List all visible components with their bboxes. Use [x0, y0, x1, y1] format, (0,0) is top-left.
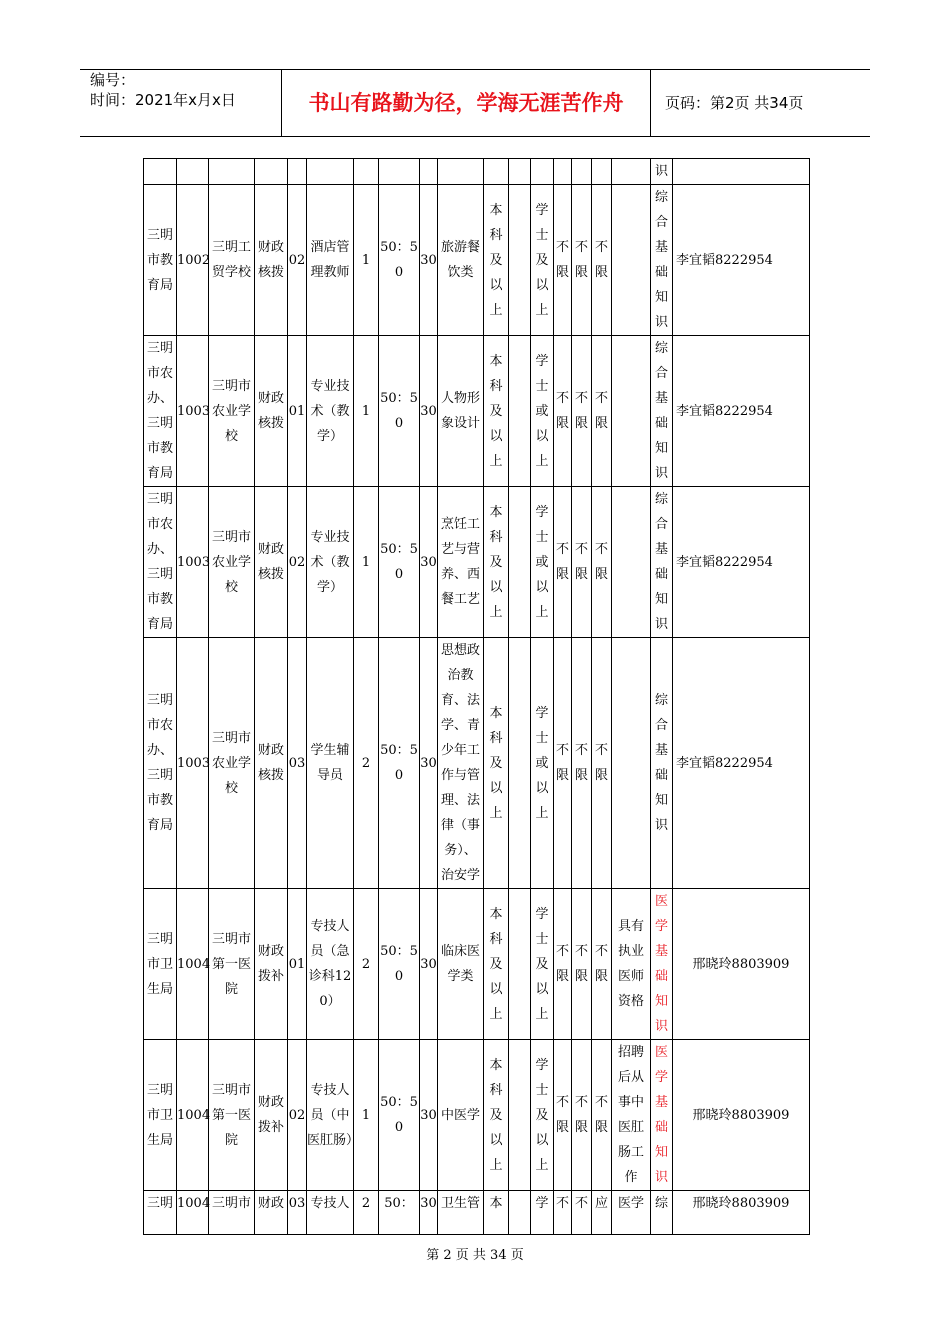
unit-cell: 三明市 [209, 1191, 255, 1235]
requirement-cell: 不限 [554, 185, 572, 336]
table-row [144, 185, 810, 336]
ratio-cell: 50：50 [379, 889, 420, 1040]
ratio-cell: 50： [379, 1191, 420, 1235]
age-cell: 30 [420, 1191, 438, 1235]
other-cell [612, 638, 651, 889]
code-cell: 1003 [177, 638, 209, 889]
major-cell: 中医学 [438, 1040, 484, 1191]
major-cell: 烹饪工艺与营养、西餐工艺 [438, 487, 484, 638]
funding-cell: 财政核拨 [255, 185, 288, 336]
major-cell: 临床医学类 [438, 889, 484, 1040]
requirement-cell: 不限 [572, 638, 592, 889]
contact-cell: 李宜韬8222954 [673, 336, 810, 487]
education-cell: 本科及以上 [484, 638, 509, 889]
requirement-cell: 不限 [554, 336, 572, 487]
table-row [144, 1040, 810, 1191]
dept-cell: 三明市卫生局 [144, 1040, 177, 1191]
ratio-cell: 50：50 [379, 638, 420, 889]
post-code-cell: 01 [288, 336, 307, 487]
contact-cell: 邢晓玲8803909 [673, 1191, 810, 1235]
dept-cell: 三明市农办、三明市教育局 [144, 638, 177, 889]
unit-cell: 三明市农业学校 [209, 336, 255, 487]
degree-cell: 学士及以上 [531, 1040, 554, 1191]
exam-cell: 识 [651, 159, 673, 185]
requirement-cell: 不限 [592, 487, 612, 638]
count-cell: 2 [354, 638, 379, 889]
empty-cell [509, 1191, 531, 1235]
exam-cell: 综 [651, 1191, 673, 1235]
page-motto: 书山有路勤为径，学海无涯苦作舟 [308, 91, 624, 115]
requirement-cell: 不 [554, 1191, 572, 1235]
education-cell: 本 [484, 1191, 509, 1235]
requirement-cell: 不限 [554, 487, 572, 638]
requirement-cell: 不限 [592, 638, 612, 889]
education-cell: 本科及以上 [484, 336, 509, 487]
post-cell: 学生辅导员 [307, 638, 354, 889]
degree-cell: 学士及以上 [531, 185, 554, 336]
count-cell: 2 [354, 889, 379, 1040]
post-cell: 酒店管理教师 [307, 185, 354, 336]
contact-cell: 李宜韬8222954 [673, 185, 810, 336]
major-cell: 人物形象设计 [438, 336, 484, 487]
requirement-cell: 不限 [554, 638, 572, 889]
post-cell: 专业技术（教学） [307, 336, 354, 487]
code-cell: 1004 [177, 1040, 209, 1191]
unit-cell: 三明市农业学校 [209, 638, 255, 889]
degree-cell: 学士或以上 [531, 638, 554, 889]
funding-cell: 财政拨补 [255, 889, 288, 1040]
requirement-cell: 不限 [592, 1040, 612, 1191]
education-cell: 本科及以上 [484, 1040, 509, 1191]
major-cell: 思想政治教育、法学、青少年工作与管理、法律（事务）、治安学 [438, 638, 484, 889]
requirement-cell: 不限 [572, 487, 592, 638]
code-cell: 1002 [177, 185, 209, 336]
time-label: 时间：2021年x月x日 [90, 91, 236, 109]
exam-cell: 综合基础知识 [651, 336, 673, 487]
count-cell: 1 [354, 336, 379, 487]
post-code-cell: 03 [288, 638, 307, 889]
ratio-cell: 50：50 [379, 336, 420, 487]
unit-cell: 三明工贸学校 [209, 185, 255, 336]
post-cell: 专技人 [307, 1191, 354, 1235]
age-cell: 30 [420, 638, 438, 889]
other-cell [612, 185, 651, 336]
requirement-cell: 不限 [572, 336, 592, 487]
code-cell: 1004 [177, 889, 209, 1040]
contact-cell: 邢晓玲8803909 [673, 889, 810, 1040]
other-cell [612, 487, 651, 638]
ratio-cell: 50：50 [379, 487, 420, 638]
table-row [144, 638, 810, 889]
dept-cell: 三明市农办、三明市教育局 [144, 487, 177, 638]
post-code-cell: 02 [288, 1040, 307, 1191]
unit-cell: 三明市农业学校 [209, 487, 255, 638]
empty-cell [509, 638, 531, 889]
dept-cell: 三明市卫生局 [144, 889, 177, 1040]
code-cell: 1003 [177, 487, 209, 638]
exam-cell: 医学基础知识 [651, 1040, 673, 1191]
page-code: 页码：第2页 共34页 [665, 94, 804, 112]
age-cell: 30 [420, 1040, 438, 1191]
serial-label: 编号： [90, 71, 136, 89]
code-cell: 1004 [177, 1191, 209, 1235]
funding-cell: 财政拨补 [255, 1040, 288, 1191]
post-code-cell: 03 [288, 1191, 307, 1235]
requirement-cell: 不限 [554, 889, 572, 1040]
page-footer: 第 2 页 共 34 页 [426, 1248, 524, 1263]
contact-cell: 邢晓玲8803909 [673, 1040, 810, 1191]
contact-cell: 李宜韬8222954 [673, 638, 810, 889]
other-cell [612, 336, 651, 487]
empty-cell [509, 336, 531, 487]
post-cell: 专技人员（中医肛肠） [307, 1040, 354, 1191]
recruitment-table [143, 158, 810, 1235]
funding-cell: 财政核拨 [255, 336, 288, 487]
requirement-cell: 不限 [592, 336, 612, 487]
dept-cell: 三明市农办、三明市教育局 [144, 336, 177, 487]
ratio-cell: 50：50 [379, 185, 420, 336]
contact-cell: 李宜韬8222954 [673, 487, 810, 638]
major-cell: 旅游餐饮类 [438, 185, 484, 336]
empty-cell [509, 889, 531, 1040]
count-cell: 1 [354, 1040, 379, 1191]
post-cell: 专业技术（教学） [307, 487, 354, 638]
post-code-cell: 02 [288, 185, 307, 336]
code-cell: 1003 [177, 336, 209, 487]
header-divider-right [650, 69, 651, 136]
count-cell: 1 [354, 487, 379, 638]
funding-cell: 财政 [255, 1191, 288, 1235]
ratio-cell: 50：50 [379, 1040, 420, 1191]
requirement-cell: 不限 [592, 889, 612, 1040]
requirement-cell: 不限 [592, 185, 612, 336]
requirement-cell: 不限 [572, 185, 592, 336]
exam-cell: 综合基础知识 [651, 487, 673, 638]
post-code-cell: 01 [288, 889, 307, 1040]
other-cell: 具有执业医师资格 [612, 889, 651, 1040]
exam-cell: 综合基础知识 [651, 185, 673, 336]
age-cell: 30 [420, 336, 438, 487]
other-cell: 医学 [612, 1191, 651, 1235]
count-cell: 2 [354, 1191, 379, 1235]
funding-cell: 财政核拨 [255, 638, 288, 889]
requirement-cell: 不限 [572, 1040, 592, 1191]
age-cell: 30 [420, 185, 438, 336]
funding-cell: 财政核拨 [255, 487, 288, 638]
unit-cell: 三明市第一医院 [209, 1040, 255, 1191]
requirement-cell: 应 [592, 1191, 612, 1235]
degree-cell: 学 [531, 1191, 554, 1235]
empty-cell [509, 487, 531, 638]
unit-cell: 三明市第一医院 [209, 889, 255, 1040]
education-cell: 本科及以上 [484, 889, 509, 1040]
empty-cell [509, 185, 531, 336]
table-row [144, 487, 810, 638]
education-cell: 本科及以上 [484, 487, 509, 638]
requirement-cell: 不 [572, 1191, 592, 1235]
dept-cell: 三明市教育局 [144, 185, 177, 336]
header-bottom-rule [80, 136, 870, 137]
table-row [144, 889, 810, 1040]
table-row [144, 1191, 810, 1235]
exam-cell: 医学基础知识 [651, 889, 673, 1040]
age-cell: 30 [420, 487, 438, 638]
degree-cell: 学士及以上 [531, 889, 554, 1040]
table-row [144, 336, 810, 487]
degree-cell: 学士或以上 [531, 336, 554, 487]
table-row [144, 159, 810, 185]
requirement-cell: 不限 [554, 1040, 572, 1191]
major-cell: 卫生管 [438, 1191, 484, 1235]
degree-cell: 学士或以上 [531, 487, 554, 638]
exam-cell: 综合基础知识 [651, 638, 673, 889]
requirement-cell: 不限 [572, 889, 592, 1040]
header-top-rule [80, 69, 870, 70]
education-cell: 本科及以上 [484, 185, 509, 336]
other-cell: 招聘后从事中医肛肠工作 [612, 1040, 651, 1191]
post-code-cell: 02 [288, 487, 307, 638]
age-cell: 30 [420, 889, 438, 1040]
count-cell: 1 [354, 185, 379, 336]
post-cell: 专技人员（急诊科120） [307, 889, 354, 1040]
empty-cell [509, 1040, 531, 1191]
dept-cell: 三明 [144, 1191, 177, 1235]
